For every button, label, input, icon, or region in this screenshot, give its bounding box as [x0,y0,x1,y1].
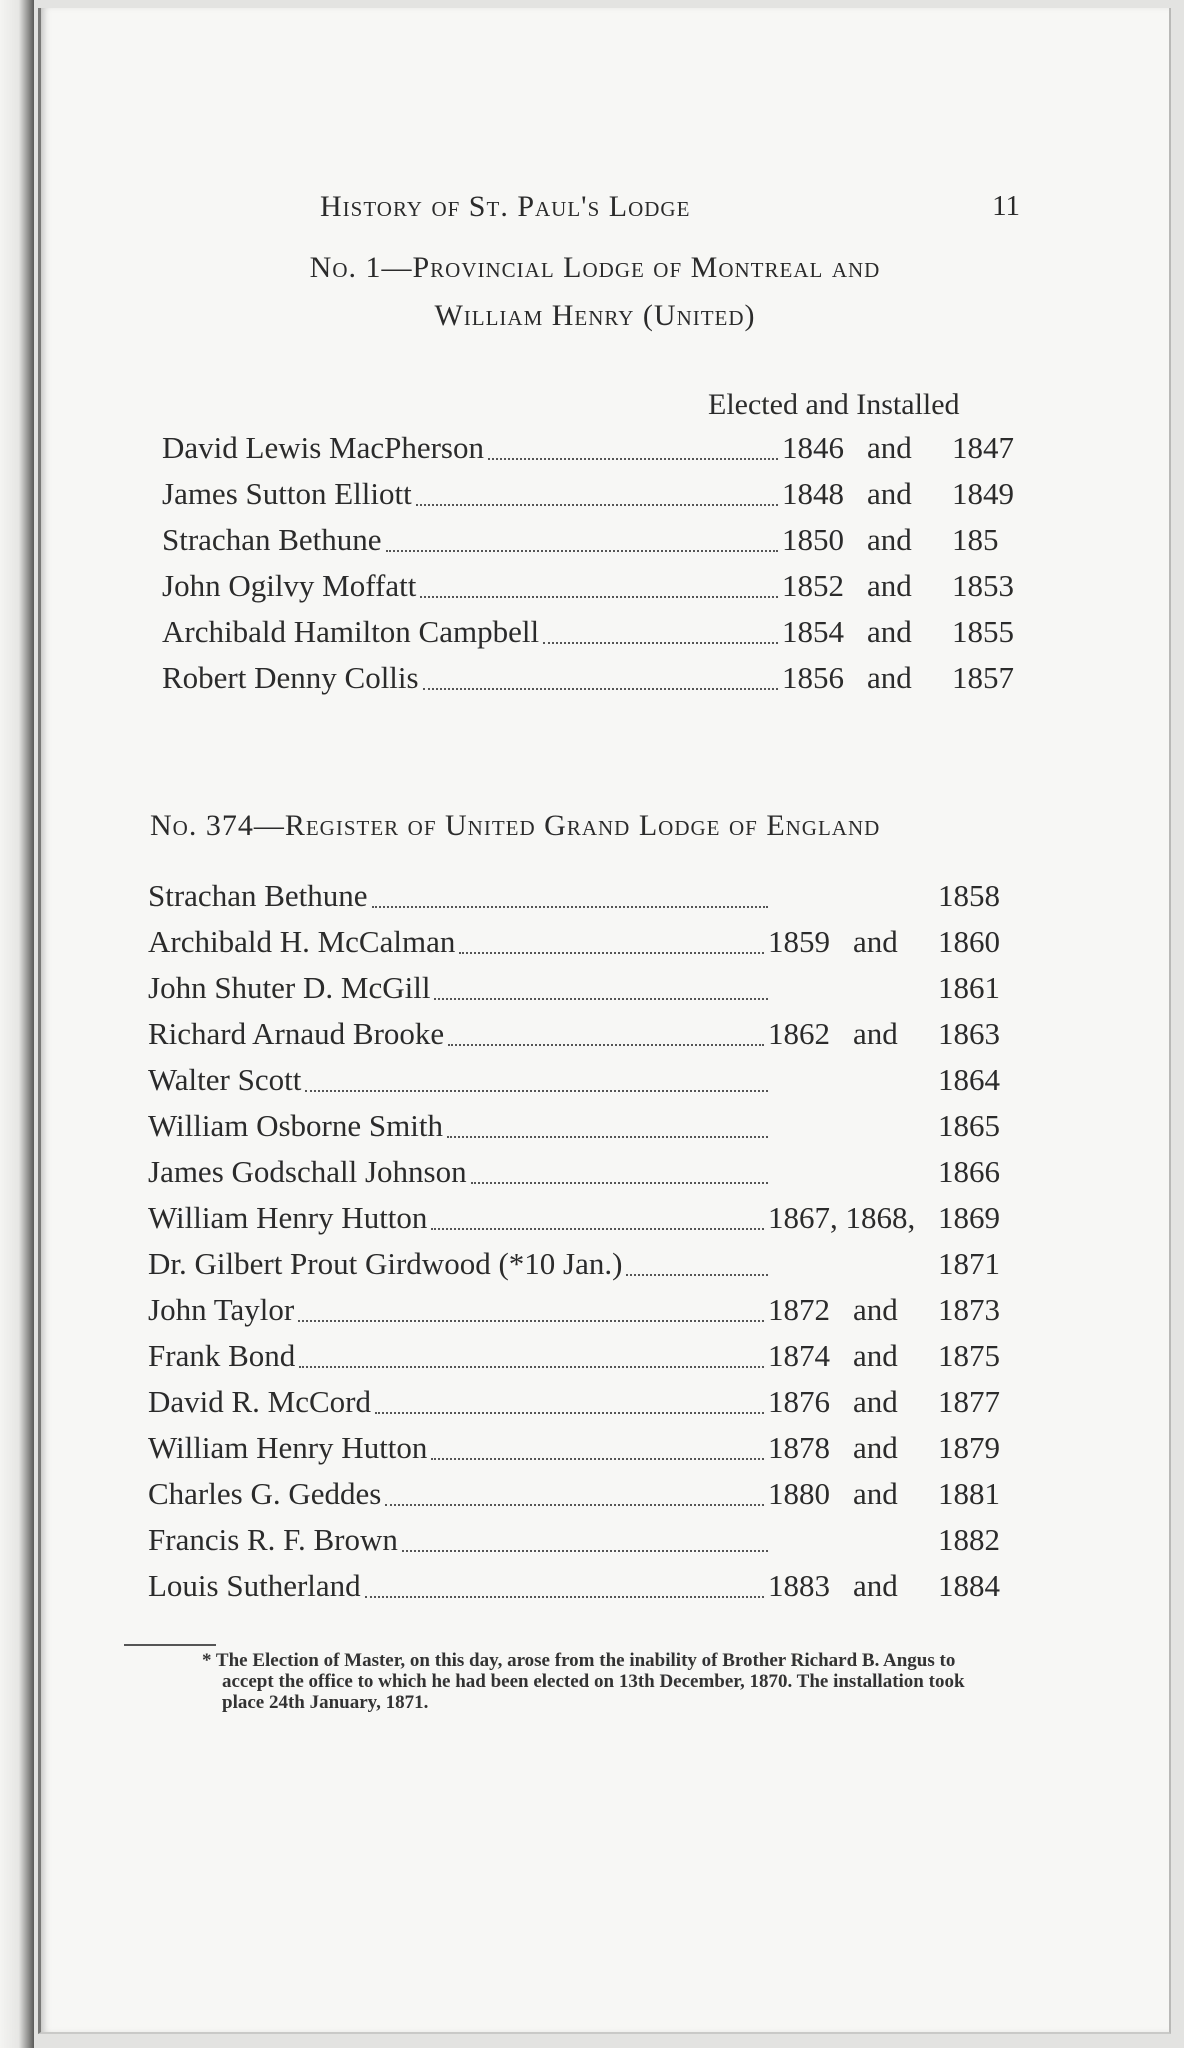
year-installed: 1855 [952,614,1014,649]
member-name: Louis Sutherland [148,1568,361,1603]
year-elected: 1867, 1868, [768,1200,916,1235]
and-word: and [853,924,898,959]
year-installed: 1863 [938,1016,1000,1051]
year-installed: 1860 [938,924,1000,959]
year-elected: 1854 [782,614,844,649]
dot-leader [365,1596,764,1598]
member-name: Robert Denny Collis [162,660,419,695]
dot-leader [298,1320,764,1322]
and-word: and [853,1292,898,1327]
list-row [148,1476,1008,1522]
member-name: Dr. Gilbert Prout Girdwood (*10 Jan.) [148,1246,623,1281]
dot-leader [402,1550,768,1552]
list-row [148,1154,1008,1200]
dot-leader [305,1090,768,1092]
year-elected: 1883 [768,1568,830,1603]
member-name: Strachan Bethune [148,878,368,913]
list-row [148,1338,1008,1384]
year-elected: 1872 [768,1292,830,1327]
member-name: Frank Bond [148,1338,296,1373]
and-word: and [867,614,912,649]
year-elected: 1852 [782,568,844,603]
year-elected: 1859 [768,924,830,959]
year-elected: 1862 [768,1016,830,1051]
year-installed: 185 [952,522,999,557]
year-installed: 1853 [952,568,1014,603]
dot-leader [372,906,768,908]
member-name: John Taylor [148,1292,295,1327]
year-installed: 1875 [938,1338,1000,1373]
year-installed: 1881 [938,1476,1000,1511]
and-word: and [867,430,912,465]
list-row [148,1200,1008,1246]
and-word: and [853,1430,898,1465]
and-word: and [853,1384,898,1419]
year-elected: 1876 [768,1384,830,1419]
year-installed: 1858 [938,878,1000,913]
year-elected: 1878 [768,1430,830,1465]
year-elected: 1874 [768,1338,830,1373]
dot-leader [420,596,778,598]
member-name: Archibald H. McCalman [148,924,456,959]
and-word: and [867,522,912,557]
dot-leader [488,458,778,460]
year-installed: 1864 [938,1062,1000,1097]
section2-list [148,878,1008,1614]
member-name: Charles G. Geddes [148,1476,382,1511]
and-word: and [853,1338,898,1373]
list-row [148,1062,1008,1108]
year-installed: 1869 [938,1200,1000,1235]
year-elected: 1850 [782,522,844,557]
year-installed: 1871 [938,1246,1000,1281]
member-name: Strachan Bethune [162,522,382,557]
list-row [148,1522,1008,1568]
list-row [148,878,1008,924]
year-elected: 1880 [768,1476,830,1511]
dot-leader [543,642,778,644]
member-name: William Henry Hutton [148,1430,428,1465]
year-elected: 1848 [782,476,844,511]
list-row [148,1246,1008,1292]
list-row [148,1108,1008,1154]
dot-leader [431,1458,764,1460]
member-name: David Lewis MacPherson [162,430,484,465]
year-installed: 1857 [952,660,1014,695]
year-installed: 1865 [938,1108,1000,1143]
footnote-rule [124,1644,216,1646]
year-installed: 1873 [938,1292,1000,1327]
section1-heading-line1: No. 1—Provincial Lodge of Montreal and [309,251,881,284]
and-word: and [867,660,912,695]
dot-leader [416,504,778,506]
member-name: James Godschall Johnson [148,1154,467,1189]
member-name: Archibald Hamilton Campbell [162,614,540,649]
section1-list [162,430,1022,706]
and-word: and [853,1016,898,1051]
list-row [162,522,1022,568]
dot-leader [434,998,768,1000]
year-elected: 1856 [782,660,844,695]
dot-leader [299,1366,764,1368]
dot-leader [375,1412,764,1414]
dot-leader [431,1228,764,1230]
member-name: William Henry Hutton [148,1200,428,1235]
member-name: John Ogilvy Moffatt [162,568,417,603]
list-row [148,1568,1008,1614]
and-word: and [853,1568,898,1603]
section2-heading: No. 374—Register of United Grand Lodge of England [150,809,881,842]
running-title: History of St. Paul's Lodge [320,190,691,223]
year-installed: 1847 [952,430,1014,465]
list-row [148,1430,1008,1476]
list-row [162,660,1022,706]
footnote-text: * The Election of Master, on this day, arose from the inability of Brother Richard B. Angus to accept the office to which he had been elected on 13th December, 1870. The installation took place 24th January, 1871. [202,1650,965,1713]
year-installed: 1882 [938,1522,1000,1557]
year-installed: 1877 [938,1384,1000,1419]
and-word: and [867,568,912,603]
section1-heading [200,244,990,340]
and-word: and [853,1476,898,1511]
member-name: Walter Scott [148,1062,302,1097]
footnote [112,1650,992,1713]
year-elected: 1846 [782,430,844,465]
dot-leader [459,952,764,954]
list-row [148,1292,1008,1338]
dot-leader [626,1274,768,1276]
year-installed: 1866 [938,1154,1000,1189]
year-installed: 1879 [938,1430,1000,1465]
list-row [148,924,1008,970]
section1-heading-line2: William Henry (United) [434,299,756,332]
member-name: John Shuter D. McGill [148,970,431,1005]
list-row [148,970,1008,1016]
list-row [162,568,1022,614]
dot-leader [423,688,778,690]
dot-leader [471,1182,768,1184]
member-name: Francis R. F. Brown [148,1522,398,1557]
member-name: David R. McCord [148,1384,372,1419]
list-row [148,1384,1008,1430]
dot-leader [385,1504,764,1506]
member-name: Richard Arnaud Brooke [148,1016,445,1051]
running-header [320,190,1020,224]
dot-leader [448,1044,764,1046]
year-installed: 1884 [938,1568,1000,1603]
book-binding [0,0,34,2048]
dot-leader [447,1136,768,1138]
column-header: Elected and Installed [708,388,960,421]
list-row [148,1016,1008,1062]
list-row [162,614,1022,660]
page-number: 11 [992,190,1020,222]
year-installed: 1849 [952,476,1014,511]
and-word: and [867,476,912,511]
member-name: William Osborne Smith [148,1108,443,1143]
list-row [162,476,1022,522]
year-installed: 1861 [938,970,1000,1005]
list-row [162,430,1022,476]
dot-leader [386,550,778,552]
member-name: James Sutton Elliott [162,476,412,511]
